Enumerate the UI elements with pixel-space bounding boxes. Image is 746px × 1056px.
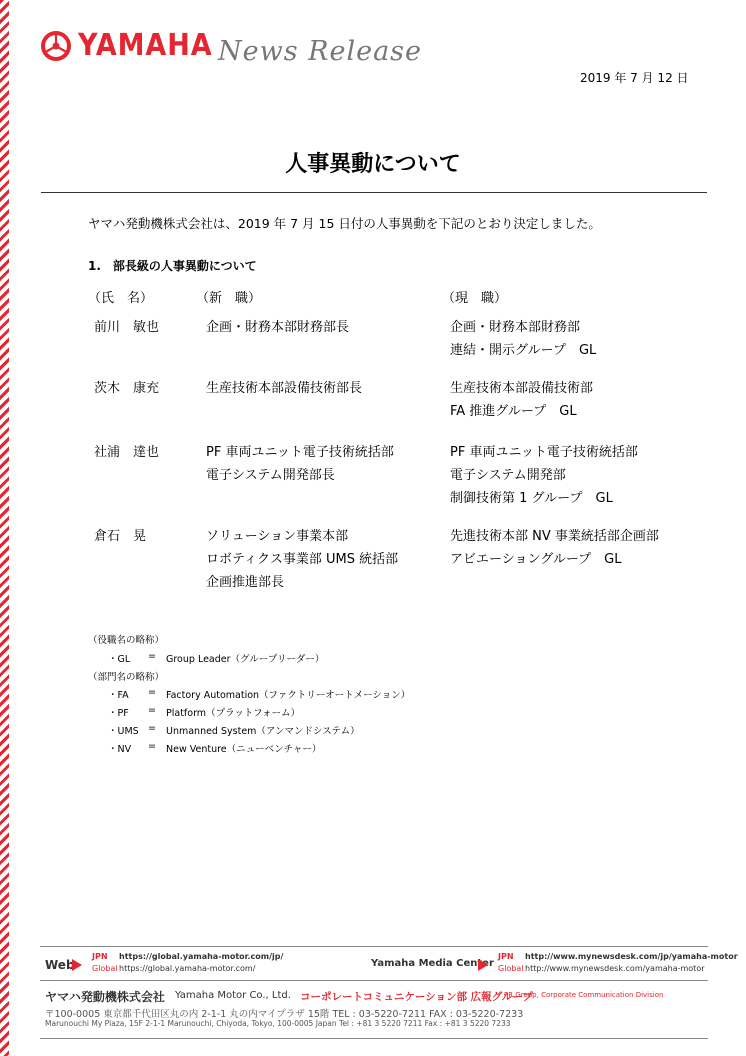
row-2-new-line: 生産技術本部設備技術部長	[206, 381, 363, 396]
row-4-current-line: アビエーショングループ GL	[450, 552, 622, 567]
row-1-new-line: 企画・財務本部財務部長	[206, 320, 350, 335]
section-heading: 1. 部長級の人事異動について	[88, 259, 257, 273]
footer-bottom-divider	[40, 1038, 708, 1039]
intro-text: ヤマハ発動機株式会社は、2019 年 7 月 15 日付の人事異動を下記のとおり決定しました。	[88, 216, 601, 231]
row-3-new-line: 電子システム開発部長	[206, 468, 335, 483]
abbr-meaning: Unmanned System（アンマンドシステム）	[166, 726, 360, 737]
web-jpn-link[interactable]: https://global.yamaha-motor.com/jp/	[119, 952, 284, 961]
row-1-current-post	[450, 316, 596, 362]
abbr-equals: =	[148, 687, 156, 698]
row-3-current-post	[450, 441, 638, 510]
release-date: 2019 年 7 月 12 日	[580, 71, 689, 85]
abbr-equals: =	[148, 651, 156, 662]
company-name-en: Yamaha Motor Co., Ltd.	[175, 990, 291, 1001]
row-4-new-line: ソリューション事業本部	[206, 529, 349, 544]
abbr-code: ・NV	[108, 744, 132, 755]
row-2-current-line: 生産技術本部設備技術部	[450, 381, 594, 396]
abbr-meaning: Group Leader（グループリーダー）	[166, 654, 325, 665]
row-1-current-line: 連結・開示グループ GL	[450, 343, 597, 358]
dept-abbr-heading: （部門名の略称）	[88, 672, 165, 683]
row-1-new-post	[206, 316, 349, 339]
row-4-new-line: ロボティクス事業部 UMS 統括部	[206, 552, 399, 567]
yamaha-logo	[40, 28, 227, 63]
row-4-current-line: 先進技術本部 NV 事業統括部企画部	[450, 529, 659, 544]
media-global-label: Global	[498, 964, 524, 973]
row-3-current-line: 電子システム開発部	[450, 468, 566, 483]
abbr-meaning: Factory Automation（ファクトリーオートメーション）	[166, 690, 411, 701]
row-4-current-post	[450, 525, 659, 571]
web-global-link[interactable]: https://global.yamaha-motor.com/	[119, 964, 256, 973]
title-abbr-heading: （役職名の略称）	[88, 635, 165, 646]
web-global-label: Global	[92, 964, 118, 973]
row-3-name: 社浦 達也	[94, 445, 160, 460]
row-3-current-line: PF 車両ユニット電子技術統括部	[450, 445, 638, 460]
web-label: Web	[45, 958, 75, 972]
page-title: 人事異動について	[285, 152, 461, 177]
abbr-code: ・UMS	[108, 726, 139, 737]
row-2-new-post	[206, 377, 362, 400]
row-1-name: 前川 敏也	[94, 320, 160, 335]
media-arrow-icon	[478, 959, 488, 971]
web-jpn-label: JPN	[92, 952, 108, 961]
row-4-name: 倉石 晃	[94, 529, 147, 544]
media-center-label: Yamaha Media Center	[371, 958, 494, 969]
abbr-code: ・PF	[108, 708, 129, 719]
row-1-current-line: 企画・財務本部財務部	[450, 320, 581, 335]
abbr-code: ・GL	[108, 654, 131, 665]
abbr-meaning: Platform（プラットフォーム）	[166, 708, 301, 719]
row-4-new-post	[206, 525, 398, 594]
row-3-new-line: PF 車両ユニット電子技術統括部	[206, 445, 394, 460]
footer-divider	[40, 946, 708, 947]
row-2-current-post	[450, 377, 593, 423]
abbr-code: ・FA	[108, 690, 129, 701]
header-current-post: （現 職）	[442, 291, 508, 306]
row-2-name: 茨木 康充	[94, 381, 160, 396]
web-arrow-icon	[72, 959, 82, 971]
abbr-meaning: New Venture（ニューベンチャー）	[166, 744, 322, 755]
row-4-new-line: 企画推進部長	[206, 575, 285, 590]
news-release-label: News Release	[218, 36, 423, 67]
row-2-current-line: FA 推進グループ GL	[450, 404, 577, 419]
address-jp: 〒100-0005 東京都千代田区丸の内 2-1-1 丸の内マイプラザ 15階 TEL : 03-5220-7211 FAX : 03-5220-7233	[45, 1009, 524, 1020]
footer-divider	[40, 980, 708, 981]
brand-name: YAMAHA	[78, 28, 213, 63]
address-en: Marunouchi My Plaza, 15F 2-1-1 Marunouchi, Chiyoda, Tokyo, 100-0005 Japan Tel : +81 3 5220 7211 Fax : +81 3 5220 7233	[45, 1019, 511, 1028]
dept-name-en: PR Group, Corporate Communication Division	[504, 991, 664, 999]
media-jpn-label: JPN	[498, 952, 514, 961]
header-new-post: （新 職）	[196, 291, 262, 306]
abbr-equals: =	[148, 741, 156, 752]
media-jpn-link[interactable]: http://www.mynewsdesk.com/jp/yamaha-motor	[525, 952, 738, 961]
media-global-link[interactable]: http://www.mynewsdesk.com/yamaha-motor	[525, 964, 705, 973]
title-divider	[41, 192, 707, 193]
dept-name-jp: コーポレートコミュニケーション部 広報グループ	[300, 991, 533, 1003]
yamaha-tuning-fork-emblem-icon	[40, 30, 72, 62]
abbr-equals: =	[148, 723, 156, 734]
company-name-jp: ヤマハ発動機株式会社	[45, 990, 165, 1004]
header-name: （氏 名）	[88, 291, 154, 306]
row-3-new-post	[206, 441, 394, 487]
row-3-current-line: 制御技術第 1 グループ GL	[450, 491, 613, 506]
abbr-equals: =	[148, 705, 156, 716]
